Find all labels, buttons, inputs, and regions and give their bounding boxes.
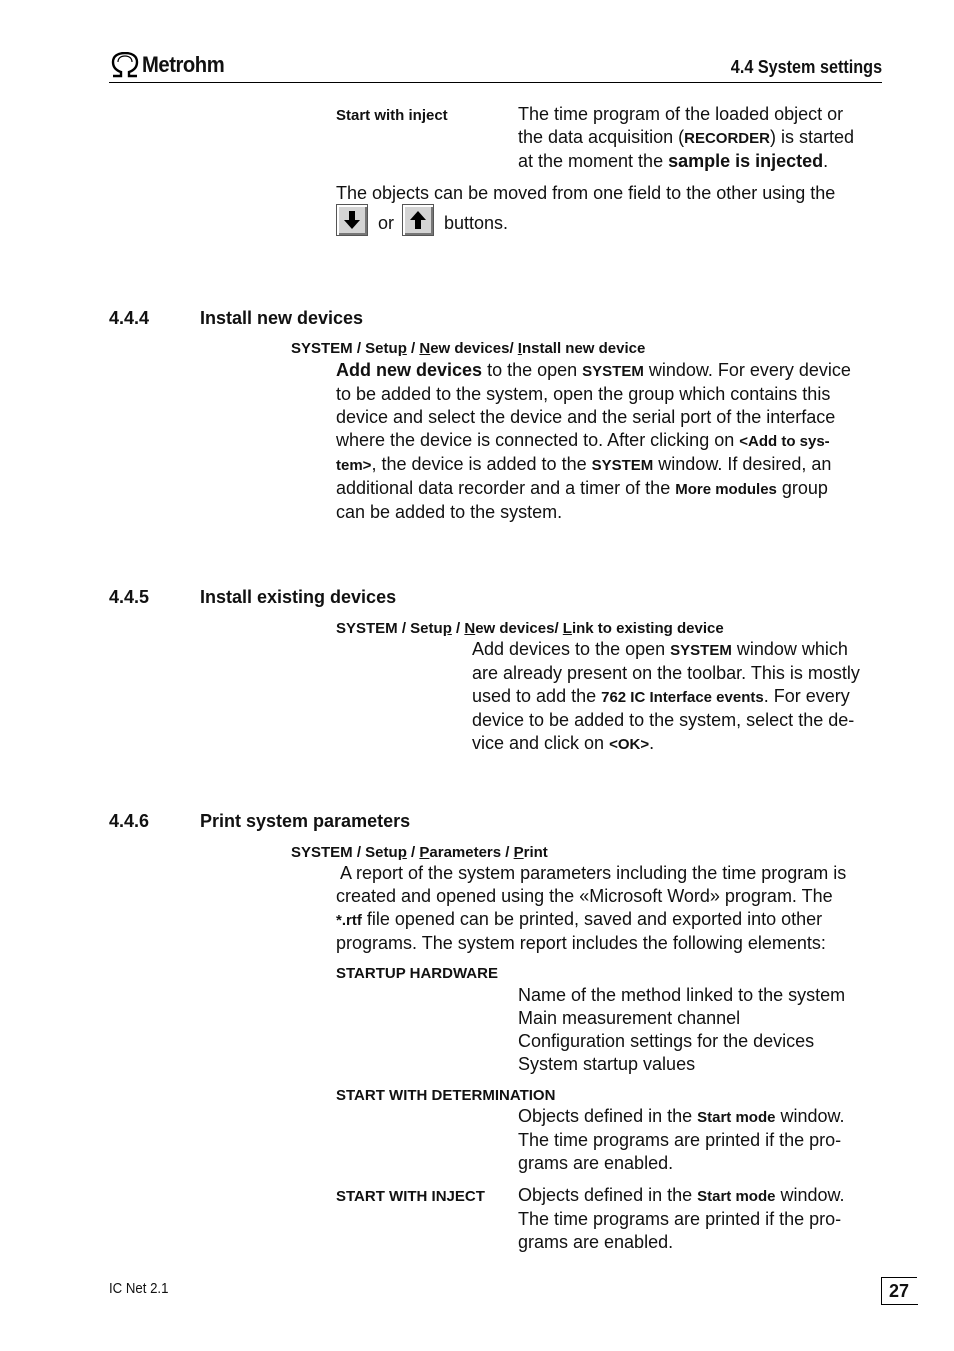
start-inject-label: Start with inject	[336, 107, 448, 124]
logo-text: Metrohm	[142, 52, 225, 77]
menu-path: SYSTEM / Setup / New devices/ Install new device	[291, 340, 646, 357]
arrow-down-button[interactable]	[336, 204, 368, 236]
list-item: System startup values	[518, 1054, 696, 1074]
start-determination-text: Objects defined in the Start mode window. The time programs are printed if the pro- grams are enabled.	[518, 1106, 845, 1173]
footer-product: IC Net 2.1	[109, 1280, 169, 1297]
buttons-text: buttons.	[444, 212, 509, 233]
header-rule	[109, 82, 882, 83]
section-title: Install existing devices	[200, 587, 397, 607]
move-objects-text: The objects can be moved from one field to the other using the	[336, 183, 836, 203]
header-section-title: 4.4 System settings	[730, 57, 882, 77]
section-body: A report of the system parameters including the time program is created and opened using the «Microsoft Word» program. The *.rtf file opened can be printed, saved and exported into other programs. The system report includes the following elements:	[336, 863, 847, 953]
section-body: Add devices to the open SYSTEM window which are already present on the toolbar. This is mostly used to add the 762 IC Interface events. For every device to be added to the system, select the de- vice and click on <OK>.	[472, 639, 860, 753]
page-number-rule	[881, 1277, 917, 1278]
arrow-up-icon	[409, 210, 427, 230]
start-inject-text: Objects defined in the Start mode window. The time programs are printed if the pro- grams are enabled.	[518, 1185, 845, 1252]
start-inject-label-2: START WITH INJECT	[336, 1188, 485, 1205]
desc-line: the data acquisition (RECORDER) is started	[518, 127, 854, 147]
start-determination-label: START WITH DETERMINATION	[336, 1087, 556, 1104]
startup-hardware-label: STARTUP HARDWARE	[336, 965, 498, 982]
move-buttons-row	[336, 204, 508, 236]
menu-path: SYSTEM / Setup / Parameters / Print	[291, 844, 548, 861]
omega-logo-icon	[110, 52, 140, 78]
section-number: 4.4.6	[109, 811, 150, 831]
or-text: or	[378, 212, 395, 233]
section-title: Install new devices	[200, 308, 364, 328]
section-body: Add new devices to the open SYSTEM window. For every device to be added to the system, open the group which contains this device and select the device and the serial port of the interface where the device is connected to. After clicking on <Add to sys- tem>, the device is added to the SYSTEM window. If desired, an additional data recorder and a timer of the More modules group can be added to the system.	[336, 360, 851, 522]
page-number: 27	[888, 1281, 910, 1301]
section-number: 4.4.4	[109, 308, 150, 328]
menu-path: SYSTEM / Setup / New devices/ Link to existing device	[336, 620, 724, 637]
arrow-down-icon	[343, 210, 361, 230]
list-item: Main measurement channel	[518, 1008, 741, 1028]
metrohm-logo	[110, 52, 231, 78]
desc-line: The time program of the loaded object or	[518, 104, 844, 124]
desc-line: at the moment the sample is injected.	[518, 151, 829, 171]
arrow-up-button[interactable]	[402, 204, 434, 236]
list-item: Name of the method linked to the system	[518, 985, 846, 1005]
section-title: Print system parameters	[200, 811, 411, 831]
section-number: 4.4.5	[109, 587, 150, 607]
start-inject-description	[518, 103, 854, 173]
list-item: Configuration settings for the devices	[518, 1031, 815, 1051]
startup-hardware-list	[518, 984, 845, 1076]
